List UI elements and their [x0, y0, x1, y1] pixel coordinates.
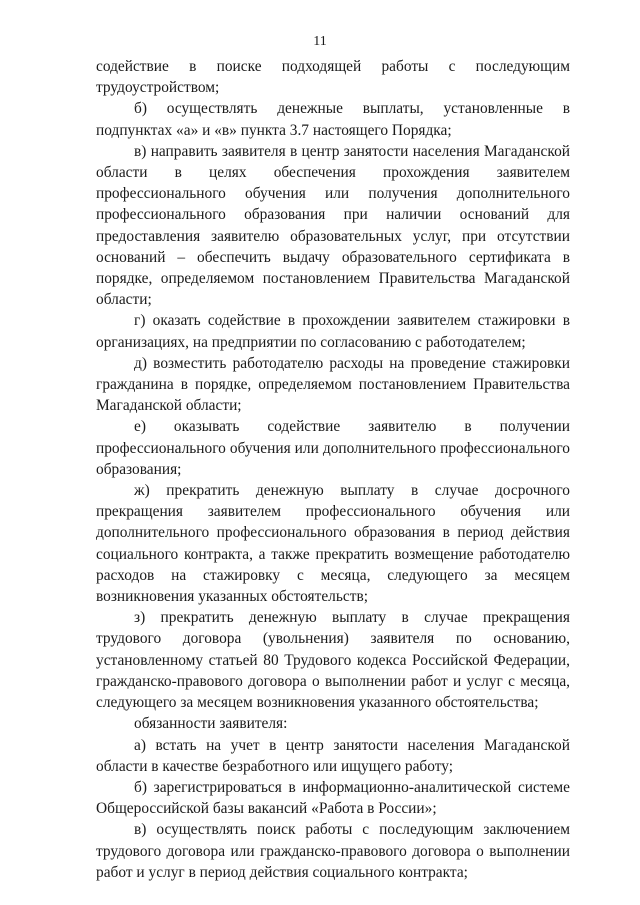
- paragraph-z-terminate-on-dismissal: з) прекратить денежную выплату в случае прекращения трудового договора (увольнения) заявителя по основанию, установленному статьей 80 Трудового кодекса Российской Федерации, гражданско-правового договора о выполнении работ и услуг с месяца, следующего за месяцем возникновения указанного обстоятельства;: [96, 609, 570, 712]
- paragraph-zh-terminate-payment: ж) прекратить денежную выплату в случае досрочного прекращения заявителем профессионального обучения или дополнительного профессионального образования в период действия социального контракта, а также прекратить возмещение работодателю расходов на стажировку с месяца, следующего за месяцем возникновения указанных обстоятельств;: [96, 482, 570, 606]
- paragraph-g-internship: г) оказать содействие в прохождении заявителем стажировки в организациях, на предприятии по согласованию с работодателем;: [96, 312, 570, 351]
- paragraph-d-reimburse-employer: д) возместить работодателю расходы на проведение стажировки гражданина в порядке, определяемом постановлением Правительства Магаданской области;: [96, 354, 570, 415]
- paragraph-v-job-search: в) осуществлять поиск работы с последующим заключением трудового договора или гражданско-правового договора о выполнении работ и услуг в период действия социального контракта;: [96, 821, 570, 881]
- paragraph-e-assist-training: е) оказывать содействие заявителю в получении профессионального обучения или дополнительного профессионального образования;: [96, 418, 570, 478]
- document-body: [96, 56, 570, 883]
- paragraph-applicant-obligations-heading: обязанности заявителя:: [134, 715, 288, 733]
- paragraph-b-payments: б) осуществлять денежные выплаты, установленные в подпунктах «а» и «в» пункта 3.7 настоящего Порядка;: [96, 100, 570, 139]
- paragraph-a-register-employment-center: а) встать на учет в центр занятости населения Магаданской области в качестве безработного или ищущего работу;: [96, 736, 570, 775]
- paragraph-b-register-system: б) зарегистрироваться в информационно-аналитической системе Общероссийской базы вакансий «Работа в России»;: [96, 778, 570, 818]
- paragraph-v-employment-center: в) направить заявителя в центр занятости населения Магаданской области в целях обеспечения прохождения заявителем профессионального обучения или получения дополнительного профессионального образования при наличии оснований для предоставления заявителю образовательных услуг, при отсутствии оснований – обеспечить выдачу образовательного сертификата в порядке, определяемом постановлением Правительства Магаданской области;: [96, 142, 570, 309]
- page-number: 11: [313, 34, 327, 49]
- paragraph-continuation: содействие в поиске подходящей работы с последующим трудоустройством;: [96, 58, 570, 97]
